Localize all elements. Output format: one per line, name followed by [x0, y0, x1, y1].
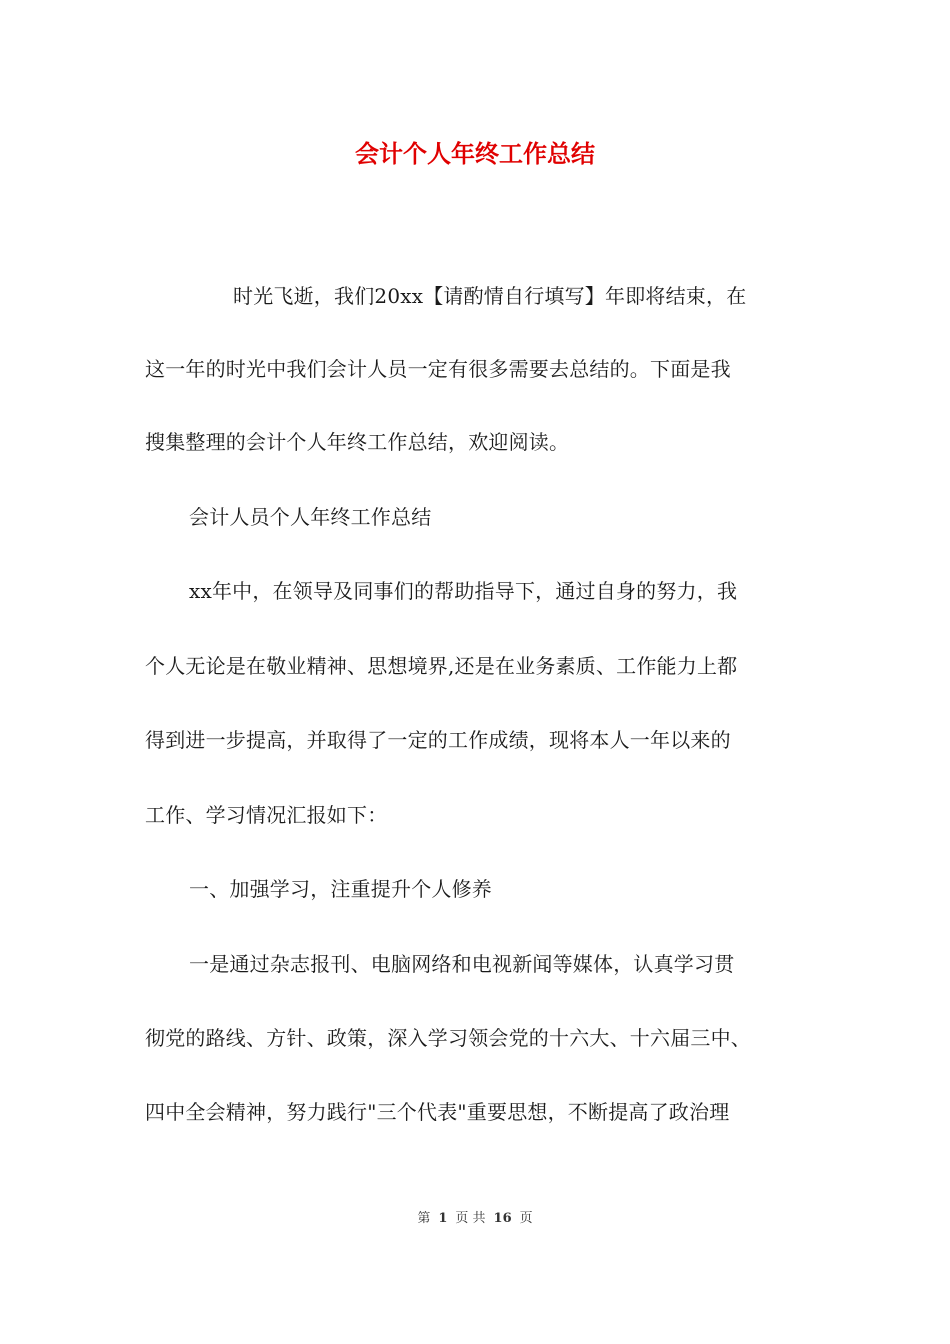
paragraph-line-intro-2: 这一年的时光中我们会计人员一定有很多需要去总结的。下面是我	[145, 357, 731, 381]
footer-current-page: 1	[438, 1211, 448, 1226]
footer-prefix: 第	[417, 1211, 431, 1226]
paragraph-line-detail-2: 彻党的路线、方针、政策，深入学习领会党的十六大、十六届三中、	[145, 1026, 751, 1050]
paragraph-line-detail-3: 四中全会精神，努力践行"三个代表"重要思想，不断提高了政治理	[145, 1100, 730, 1124]
page-footer	[0, 1209, 950, 1229]
paragraph-line-body-4: 工作、学习情况汇报如下：	[145, 803, 388, 827]
paragraph-line-intro-1: 时光飞逝，我们20xx【请酌情自行填写】年即将结束，在	[233, 284, 747, 308]
paragraph-line-body-1: xx年中，在领导及同事们的帮助指导下，通过自身的努力，我	[189, 579, 738, 603]
section-heading: 会计人员个人年终工作总结	[189, 505, 432, 529]
footer-suffix: 页	[519, 1211, 533, 1226]
paragraph-line-body-3: 得到进一步提高，并取得了一定的工作成绩，现将本人一年以来的	[145, 728, 731, 752]
paragraph-line-detail-1: 一是通过杂志报刊、电脑网络和电视新闻等媒体，认真学习贯	[189, 952, 735, 976]
footer-total-pages: 16	[493, 1211, 512, 1226]
footer-mid: 页 共	[455, 1211, 486, 1226]
paragraph-line-intro-3: 搜集整理的会计个人年终工作总结，欢迎阅读。	[145, 430, 570, 454]
document-title: 会计个人年终工作总结	[355, 139, 595, 168]
paragraph-line-body-2: 个人无论是在敬业精神、思想境界,还是在业务素质、工作能力上都	[145, 654, 738, 678]
subsection-heading: 一、加强学习，注重提升个人修养	[189, 877, 492, 901]
